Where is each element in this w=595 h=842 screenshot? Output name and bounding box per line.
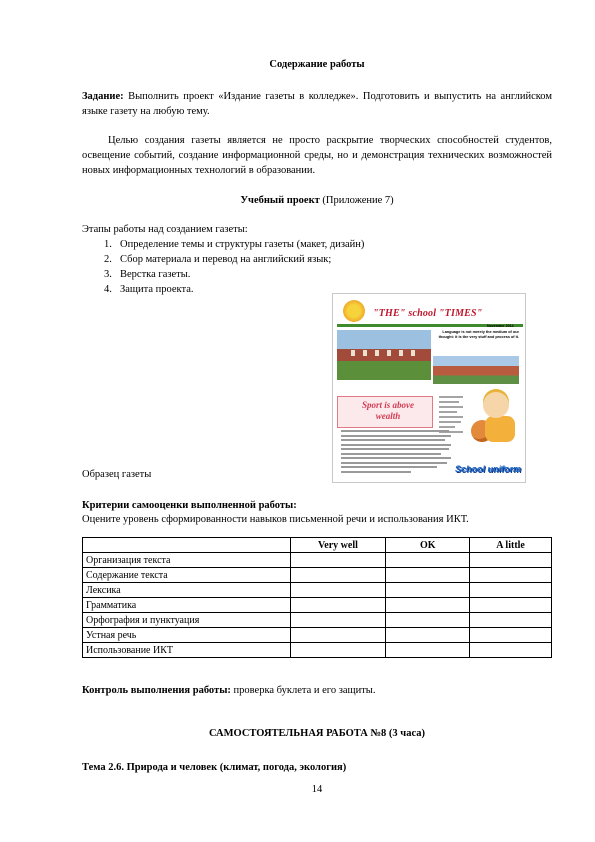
newspaper-sample-image [333, 294, 525, 482]
cell-very-well[interactable] [290, 613, 386, 628]
cell-a-little[interactable] [470, 628, 552, 643]
task-text: Выполнить проект «Издание газеты в колледже». Подготовить и выпустить на английском языке газету на любую тему. [82, 91, 552, 117]
task-paragraph [82, 89, 552, 119]
street-building-photo [433, 356, 519, 384]
table-row [83, 553, 552, 568]
cell-a-little[interactable] [470, 553, 552, 568]
project-line [82, 193, 552, 208]
cell-very-well[interactable] [290, 583, 386, 598]
cell-ok[interactable] [386, 628, 470, 643]
independent-work-title: САМОСТОЯТЕЛЬНАЯ РАБОТА №8 (3 часа) [209, 728, 425, 739]
table-row [83, 583, 552, 598]
cell-very-well[interactable] [290, 553, 386, 568]
cell-very-well[interactable] [290, 643, 386, 658]
cell-very-well[interactable] [290, 628, 386, 643]
cell-ok[interactable] [386, 583, 470, 598]
newspaper-date: November 2012 [487, 324, 514, 328]
cell-ok[interactable] [386, 568, 470, 583]
row-label: Содержание текста [83, 568, 291, 583]
criteria-subtitle: Оцените уровень сформированности навыков письменной речи и использования ИКТ. [82, 514, 469, 525]
table-row [83, 568, 552, 583]
list-item: 4. Защита проекта. [104, 284, 194, 295]
table-header-ok: OK [386, 538, 470, 553]
table-header-row [83, 538, 552, 553]
cell-ok[interactable] [386, 598, 470, 613]
row-label: Лексика [83, 583, 291, 598]
self-assessment-table [82, 537, 552, 658]
row-label: Устная речь [83, 628, 291, 643]
table-header-a-little: A little [470, 538, 552, 553]
cartoon-boy-shirt [485, 416, 515, 442]
page-number: 14 [311, 784, 323, 795]
row-label: Грамматика [83, 598, 291, 613]
table-row [83, 628, 552, 643]
control-line [82, 683, 552, 698]
cell-a-little[interactable] [470, 613, 552, 628]
school-uniform-title: School uniform [455, 464, 521, 474]
task-label: Задание: [82, 91, 124, 102]
cell-very-well[interactable] [290, 598, 386, 613]
cell-a-little[interactable] [470, 598, 552, 613]
stages-intro: Этапы работы над созданием газеты: [82, 224, 248, 235]
cell-ok[interactable] [386, 553, 470, 568]
topic-title: Тема 2.6. Природа и человек (климат, погода, экология) [82, 762, 347, 773]
criteria-label: Критерии самооценки выполненной работы: [82, 500, 297, 511]
article-text-lines [341, 430, 451, 475]
newspaper-masthead: "THE" school "TIMES" [373, 308, 483, 319]
table-row [83, 613, 552, 628]
table-row [83, 643, 552, 658]
cell-ok[interactable] [386, 613, 470, 628]
control-label: Контроль выполнения работы: [82, 685, 231, 696]
table-row [83, 598, 552, 613]
stages-list [104, 237, 434, 297]
row-label: Использование ИКТ [83, 643, 291, 658]
table-header-empty [83, 538, 291, 553]
goal-paragraph: Целью создания газеты является не просто раскрытие творческих способностей студентов, освещение событий, создание информационной среды, но и демонстрация технических возможностей новых информационных технологий в образовании. [82, 135, 552, 176]
newspaper-quote: Language is not merely the medium of our thought: it is the very stuff and process of it. [438, 330, 519, 339]
section-heading: Содержание работы [269, 59, 365, 70]
cell-a-little[interactable] [470, 583, 552, 598]
list-item: 3. Верстка газеты. [104, 269, 191, 280]
cell-a-little[interactable] [470, 643, 552, 658]
row-label: Орфография и пунктуация [83, 613, 291, 628]
sport-headline: Sport is above wealth [361, 400, 414, 421]
cartoon-boy-icon [483, 392, 509, 418]
list-item: 1. Определение темы и структуры газеты (макет, дизайн) [104, 239, 365, 250]
college-building-photo [337, 330, 431, 380]
cell-very-well[interactable] [290, 568, 386, 583]
control-text: проверка буклета и его защиты. [230, 685, 376, 696]
row-label: Организация текста [83, 553, 291, 568]
list-item: 2. Сбор материала и перевод на английский язык; [104, 254, 332, 265]
table-header-very-well: Very well [290, 538, 386, 553]
sport-headline-box [337, 396, 433, 428]
cell-a-little[interactable] [470, 568, 552, 583]
project-label: Учебный проект [240, 195, 320, 206]
project-note: (Приложение 7) [319, 195, 394, 206]
sun-logo-icon [343, 300, 365, 322]
sample-caption: Образец газеты [82, 469, 152, 480]
cell-ok[interactable] [386, 643, 470, 658]
